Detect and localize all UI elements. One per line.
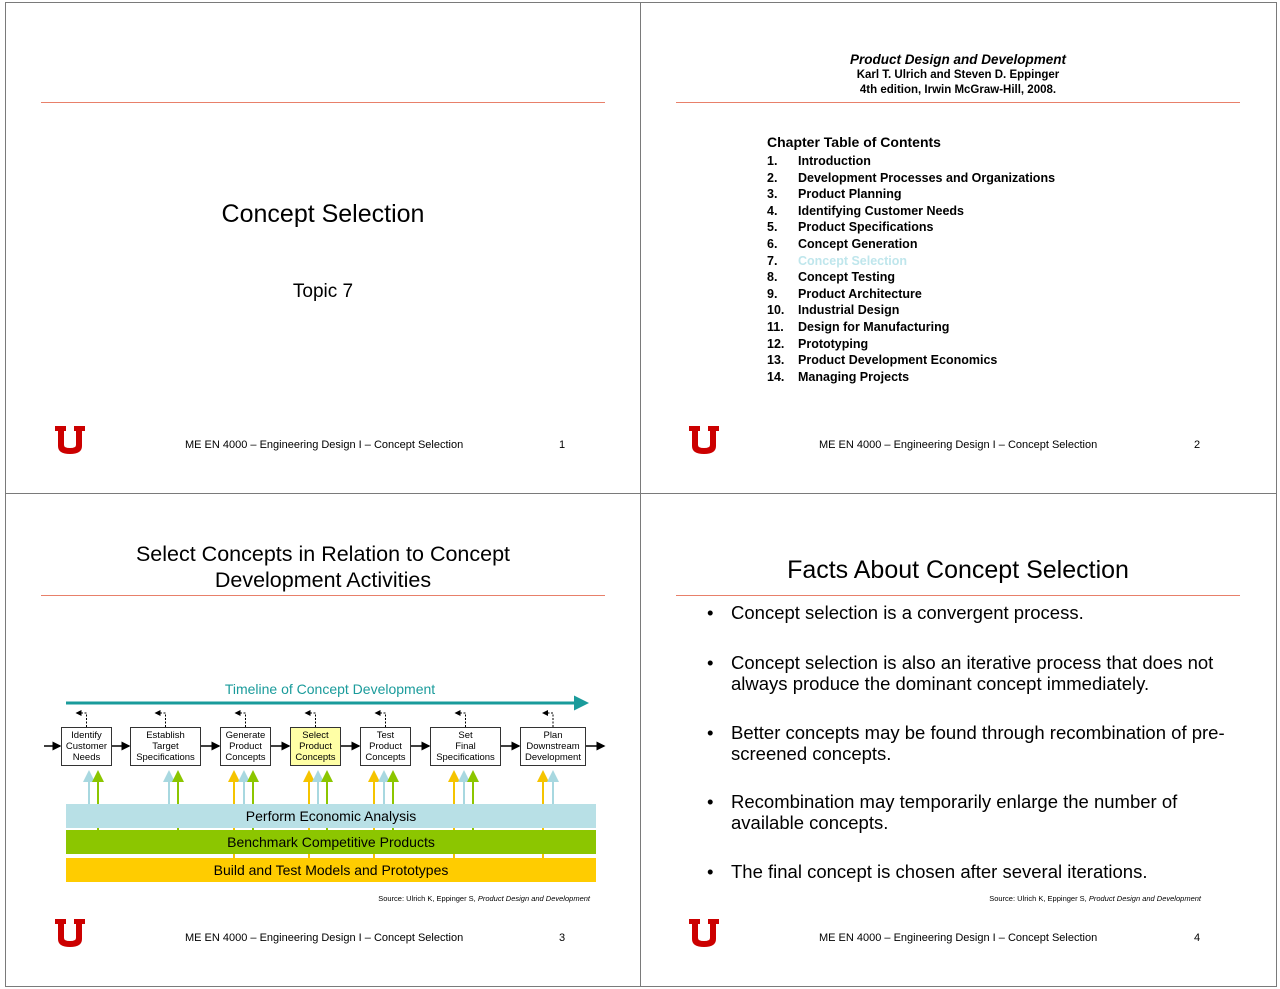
process-step-box xyxy=(290,727,341,766)
toc-item xyxy=(767,186,1055,203)
toc-item xyxy=(767,336,1055,353)
table-of-contents xyxy=(767,134,1055,385)
toc-item-number: 3. xyxy=(767,187,778,202)
process-step-line: Needs xyxy=(72,752,101,763)
slide-3 xyxy=(6,496,640,986)
toc-title: Chapter Table of Contents xyxy=(767,134,941,150)
toc-item-label: Design for Manufacturing xyxy=(798,319,950,334)
toc-item xyxy=(767,269,1055,286)
iteration-arrow xyxy=(156,713,166,727)
slide-4 xyxy=(641,496,1275,986)
toc-item-label: Managing Projects xyxy=(798,369,910,384)
process-step-line: Set xyxy=(458,730,473,741)
toc-item xyxy=(767,302,1055,319)
slide-title: Concept Selection xyxy=(221,200,425,228)
process-step-label xyxy=(225,730,265,763)
process-step-line: Concepts xyxy=(365,752,406,763)
process-step-line: Concepts xyxy=(295,752,336,763)
source-citation xyxy=(989,894,1201,903)
toc-item-label: Product Architecture xyxy=(798,286,922,301)
bullet-item: • Concept selection is a convergent process. xyxy=(707,602,1084,623)
slide-footer: ME EN 4000 – Engineering Design I – Concept Selection xyxy=(819,439,1098,451)
process-step-line: Select xyxy=(302,730,329,741)
slide-1 xyxy=(6,3,640,493)
book-edition: 4th edition, Irwin McGraw-Hill, 2008. xyxy=(859,84,1057,96)
slide-2 xyxy=(641,3,1275,493)
toc-item-number: 4. xyxy=(767,203,778,218)
toc-item-label: Product Planning xyxy=(798,187,902,202)
bullet-item: • Better concepts may be found through recombination of pre-screened concepts. xyxy=(707,722,1227,764)
university-u-logo xyxy=(55,919,85,947)
toc-item xyxy=(767,253,1055,270)
slide-title: Facts About Concept Selection xyxy=(787,556,1129,584)
process-step-label xyxy=(136,730,195,763)
toc-item-number: 2. xyxy=(767,170,778,185)
toc-item-label: Concept Selection xyxy=(798,253,908,268)
process-step-label xyxy=(66,730,107,763)
book-title: Product Design and Development xyxy=(849,52,1067,67)
activity-band: Perform Economic Analysis xyxy=(66,804,596,828)
toc-item-number: 14. xyxy=(767,369,785,384)
toc-item-number: 11. xyxy=(767,319,784,334)
source-citation xyxy=(378,894,590,903)
process-step-label xyxy=(525,730,581,763)
process-step-box xyxy=(360,727,411,766)
toc-item xyxy=(767,319,1055,336)
toc-item-label: Product Development Economics xyxy=(798,353,998,368)
timeline-label: Timeline of Concept Development xyxy=(224,681,436,697)
toc-item-label: Concept Generation xyxy=(798,236,918,251)
toc-list xyxy=(767,153,1055,385)
source-prefix: Source: Ulrich K, Eppinger S, xyxy=(989,894,1089,903)
process-step-line: Test xyxy=(376,730,395,741)
slide-subtitle: Topic 7 xyxy=(292,281,354,302)
page-number: 4 xyxy=(1194,932,1201,944)
title-rule xyxy=(41,102,605,103)
iteration-arrow xyxy=(543,713,553,727)
process-step-line: Generate xyxy=(225,730,266,741)
page-number: 2 xyxy=(1194,439,1201,451)
source-prefix: Source: Ulrich K, Eppinger S, xyxy=(378,894,478,903)
toc-item-label: Product Specifications xyxy=(798,220,934,235)
title-rule xyxy=(676,102,1240,103)
process-step-line: Concepts xyxy=(225,752,266,763)
source-title: Product Design and Development xyxy=(477,894,590,903)
toc-item-label: Identifying Customer Needs xyxy=(798,203,964,218)
iteration-arrow xyxy=(77,713,87,727)
process-step-box xyxy=(430,727,501,766)
process-step-box xyxy=(520,727,586,766)
iteration-arrow xyxy=(236,713,246,727)
toc-item-label: Development Processes and Organizations xyxy=(798,170,1056,185)
source-title: Product Design and Development xyxy=(1088,894,1201,903)
page-number: 3 xyxy=(559,932,566,944)
university-u-logo xyxy=(689,919,719,947)
title-line-1: Select Concepts in Relation to Concept xyxy=(135,542,511,566)
process-step-box xyxy=(61,727,112,766)
process-step-line: Plan xyxy=(543,730,563,741)
toc-item-number: 9. xyxy=(767,286,778,301)
process-step-line: Customer xyxy=(65,741,108,752)
process-step-line: Specifications xyxy=(136,752,195,763)
toc-item-label: Industrial Design xyxy=(798,303,900,318)
toc-item-label: Prototyping xyxy=(798,336,869,351)
process-step-label xyxy=(365,730,405,763)
toc-item-number: 6. xyxy=(767,236,778,251)
toc-item-label: Introduction xyxy=(798,154,871,168)
toc-item xyxy=(767,352,1055,369)
slide-footer: ME EN 4000 – Engineering Design I – Concept Selection xyxy=(185,932,464,944)
process-step-line: Product xyxy=(229,741,262,752)
process-step-line: Development xyxy=(525,752,581,763)
process-step-line: Final xyxy=(455,741,476,752)
process-step-box xyxy=(220,727,271,766)
process-step-line: Target xyxy=(152,741,179,752)
toc-item-number: 13. xyxy=(767,353,785,368)
toc-item-label: Concept Testing xyxy=(798,270,895,285)
toc-item-number: 7. xyxy=(767,253,778,268)
book-authors: Karl T. Ulrich and Steven D. Eppinger xyxy=(856,69,1060,81)
slide-footer: ME EN 4000 – Engineering Design I – Concept Selection xyxy=(819,932,1098,944)
university-u-logo xyxy=(689,426,719,454)
toc-item xyxy=(767,203,1055,220)
title-rule xyxy=(676,595,1240,596)
page-number: 1 xyxy=(559,439,566,451)
toc-item-number: 1. xyxy=(767,154,778,168)
process-step-line: Identify xyxy=(71,730,102,741)
horizontal-divider xyxy=(5,493,1277,494)
toc-item xyxy=(767,153,1055,170)
toc-item-number: 10. xyxy=(767,303,785,318)
process-step-label xyxy=(436,730,495,763)
bullet-item: • Recombination may temporarily enlarge the number of available concepts. xyxy=(707,791,1227,833)
process-step-line: Product xyxy=(299,741,332,752)
bullet-item: • The final concept is chosen after several iterations. xyxy=(707,861,1147,882)
process-step-line: Establish xyxy=(146,730,185,741)
process-step-line: Product xyxy=(369,741,402,752)
activity-band: Benchmark Competitive Products xyxy=(66,830,596,854)
activity-band: Build and Test Models and Prototypes xyxy=(66,858,596,882)
toc-item xyxy=(767,369,1055,386)
toc-item-number: 5. xyxy=(767,220,778,235)
process-step-line: Downstream xyxy=(526,741,580,752)
iteration-arrow xyxy=(376,713,386,727)
toc-item-number: 8. xyxy=(767,270,778,285)
title-line-2: Development Activities xyxy=(214,568,432,592)
slide-footer: ME EN 4000 – Engineering Design I – Concept Selection xyxy=(185,439,464,451)
university-u-logo xyxy=(55,426,85,454)
process-step-label xyxy=(295,730,335,763)
toc-item xyxy=(767,236,1055,253)
toc-item xyxy=(767,286,1055,303)
process-step-line: Specifications xyxy=(436,752,495,763)
toc-item xyxy=(767,170,1055,187)
toc-item xyxy=(767,219,1055,236)
bullet-item: • Concept selection is also an iterative process that does not always produce the dominant concept immediately. xyxy=(707,652,1227,694)
toc-item-number: 12. xyxy=(767,336,785,351)
iteration-arrow xyxy=(456,713,466,727)
process-step-box xyxy=(130,727,201,766)
iteration-arrow xyxy=(306,713,316,727)
